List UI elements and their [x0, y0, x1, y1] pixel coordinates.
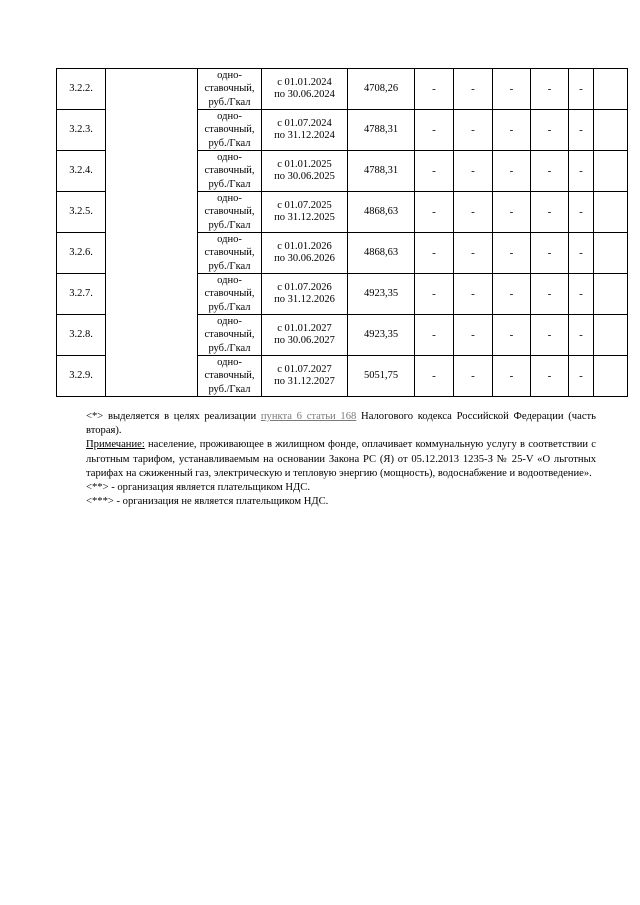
empty-value-dash: - — [415, 233, 454, 274]
unit-line: ставочный, — [204, 124, 255, 136]
unit-line: одно- — [217, 193, 242, 205]
unit-line: одно- — [217, 70, 242, 82]
note-text: население, проживающее в жилищном фонде, оплачивает коммунальную услугу в соответствии с льготным тарифом, устанавливаемым на основании Закона РС (Я) от 05.12.2013 1235-З № 25-V «О льготных тарифах на сжиженный газ, электрическую и тепловую энергию (мощность), водоснабжение и водоотведение». — [86, 439, 596, 479]
empty-value-dash: - — [415, 110, 454, 151]
unit-line: ставочный, — [204, 247, 255, 259]
tariff-value: 4868,63 — [348, 192, 415, 233]
unit-line: руб./Гкал — [208, 96, 251, 108]
row-number: 3.2.5. — [57, 192, 106, 233]
empty-value-dash: - — [415, 356, 454, 397]
unit-line: руб./Гкал — [208, 301, 251, 313]
unit-line: одно- — [217, 357, 242, 369]
blank-cell — [594, 69, 628, 110]
period-from: с 01.01.2027 — [277, 322, 332, 334]
empty-value-dash: - — [415, 192, 454, 233]
period-from: с 01.01.2024 — [277, 76, 332, 88]
footnote-1 — [86, 410, 596, 438]
tariff-value: 4923,35 — [348, 274, 415, 315]
unit-line: руб./Гкал — [208, 260, 251, 272]
empty-value-dash: - — [454, 151, 493, 192]
empty-value-dash: - — [531, 233, 569, 274]
blank-cell — [594, 233, 628, 274]
empty-value-dash: - — [454, 356, 493, 397]
unit-line: одно- — [217, 234, 242, 246]
empty-value-dash: - — [493, 110, 531, 151]
empty-value-dash: - — [493, 274, 531, 315]
unit-cell — [198, 233, 262, 274]
empty-value-dash: - — [493, 151, 531, 192]
period-cell — [262, 315, 348, 356]
empty-value-dash: - — [531, 356, 569, 397]
row-number: 3.2.7. — [57, 274, 106, 315]
empty-value-dash: - — [454, 192, 493, 233]
footnotes — [86, 410, 596, 509]
period-from: с 01.07.2026 — [277, 281, 332, 293]
empty-value-dash: - — [569, 69, 594, 110]
tariff-value: 4708,26 — [348, 69, 415, 110]
empty-value-dash: - — [569, 274, 594, 315]
empty-value-dash: - — [493, 233, 531, 274]
blank-cell — [594, 192, 628, 233]
footnote-note — [86, 438, 596, 481]
row-number: 3.2.3. — [57, 110, 106, 151]
unit-cell — [198, 192, 262, 233]
blank-cell — [594, 151, 628, 192]
blank-cell — [594, 356, 628, 397]
period-to: по 30.06.2025 — [274, 171, 335, 182]
empty-value-dash: - — [531, 69, 569, 110]
tariff-table — [56, 68, 628, 397]
unit-line: ставочный, — [204, 83, 255, 95]
period-to: по 31.12.2026 — [274, 294, 335, 305]
empty-value-dash: - — [569, 315, 594, 356]
period-from: с 01.01.2025 — [277, 158, 332, 170]
unit-line: руб./Гкал — [208, 383, 251, 395]
empty-value-dash: - — [493, 69, 531, 110]
empty-value-dash: - — [569, 151, 594, 192]
row-number: 3.2.9. — [57, 356, 106, 397]
tax-code-link[interactable]: пункта 6 статьи 168 — [260, 411, 357, 422]
empty-value-dash: - — [415, 69, 454, 110]
row-number: 3.2.4. — [57, 151, 106, 192]
footnote-vat-nonpayer: <***> - организация не является плательщиком НДС. — [86, 496, 329, 508]
empty-value-dash: - — [531, 315, 569, 356]
row-number: 3.2.8. — [57, 315, 106, 356]
unit-line: одно- — [217, 316, 242, 328]
empty-value-dash: - — [531, 151, 569, 192]
tariff-value: 5051,75 — [348, 356, 415, 397]
unit-cell — [198, 110, 262, 151]
unit-line: ставочный, — [204, 370, 255, 382]
empty-value-dash: - — [493, 192, 531, 233]
unit-line: ставочный, — [204, 329, 255, 341]
empty-value-dash: - — [531, 192, 569, 233]
blank-cell — [594, 110, 628, 151]
empty-value-dash: - — [454, 110, 493, 151]
empty-value-dash: - — [569, 110, 594, 151]
unit-line: руб./Гкал — [208, 219, 251, 231]
tariff-table-body — [57, 69, 628, 397]
empty-value-dash: - — [569, 356, 594, 397]
blank-cell — [594, 274, 628, 315]
row-number: 3.2.2. — [57, 69, 106, 110]
period-to: по 30.06.2027 — [274, 335, 335, 346]
unit-line: одно- — [217, 111, 242, 123]
empty-value-dash: - — [531, 110, 569, 151]
footnote-1-text: <*> выделяется в целях реализации — [86, 411, 261, 422]
period-to: по 30.06.2024 — [274, 89, 335, 100]
unit-line: одно- — [217, 152, 242, 164]
empty-value-dash: - — [493, 356, 531, 397]
empty-value-dash: - — [569, 192, 594, 233]
note-label: Примечание: — [86, 439, 145, 451]
unit-cell — [198, 274, 262, 315]
footnote-1-suffix: Налогового кодекса Российской Федерации (часть вторая). — [86, 411, 596, 437]
empty-value-dash: - — [569, 233, 594, 274]
unit-line: ставочный, — [204, 206, 255, 218]
period-cell — [262, 356, 348, 397]
unit-cell — [198, 151, 262, 192]
empty-value-dash: - — [415, 315, 454, 356]
empty-value-dash: - — [493, 315, 531, 356]
period-cell — [262, 233, 348, 274]
empty-value-dash: - — [454, 69, 493, 110]
tariff-value: 4868,63 — [348, 233, 415, 274]
period-to: по 31.12.2025 — [274, 212, 335, 223]
table-row — [57, 69, 628, 110]
empty-value-dash: - — [454, 233, 493, 274]
empty-value-dash: - — [415, 274, 454, 315]
period-cell — [262, 192, 348, 233]
tariff-value: 4788,31 — [348, 110, 415, 151]
period-cell — [262, 274, 348, 315]
period-from: с 01.01.2026 — [277, 240, 332, 252]
unit-line: руб./Гкал — [208, 137, 251, 149]
empty-value-dash: - — [454, 274, 493, 315]
period-from: с 01.07.2027 — [277, 363, 332, 375]
empty-value-dash: - — [454, 315, 493, 356]
tariff-value: 4923,35 — [348, 315, 415, 356]
unit-line: ставочный, — [204, 288, 255, 300]
unit-line: руб./Гкал — [208, 342, 251, 354]
unit-line: одно- — [217, 275, 242, 287]
blank-cell — [594, 315, 628, 356]
period-cell — [262, 151, 348, 192]
group-cell — [106, 69, 198, 397]
period-to: по 31.12.2024 — [274, 130, 335, 141]
period-cell — [262, 69, 348, 110]
unit-line: ставочный, — [204, 165, 255, 177]
period-to: по 31.12.2027 — [274, 376, 335, 387]
unit-cell — [198, 69, 262, 110]
period-to: по 30.06.2026 — [274, 253, 335, 264]
unit-cell — [198, 315, 262, 356]
empty-value-dash: - — [531, 274, 569, 315]
period-from: с 01.07.2025 — [277, 199, 332, 211]
unit-line: руб./Гкал — [208, 178, 251, 190]
period-from: с 01.07.2024 — [277, 117, 332, 129]
tariff-value: 4788,31 — [348, 151, 415, 192]
footnote-vat-payer: <**> - организация является плательщиком НДС. — [86, 482, 310, 494]
unit-cell — [198, 356, 262, 397]
row-number: 3.2.6. — [57, 233, 106, 274]
empty-value-dash: - — [415, 151, 454, 192]
period-cell — [262, 110, 348, 151]
